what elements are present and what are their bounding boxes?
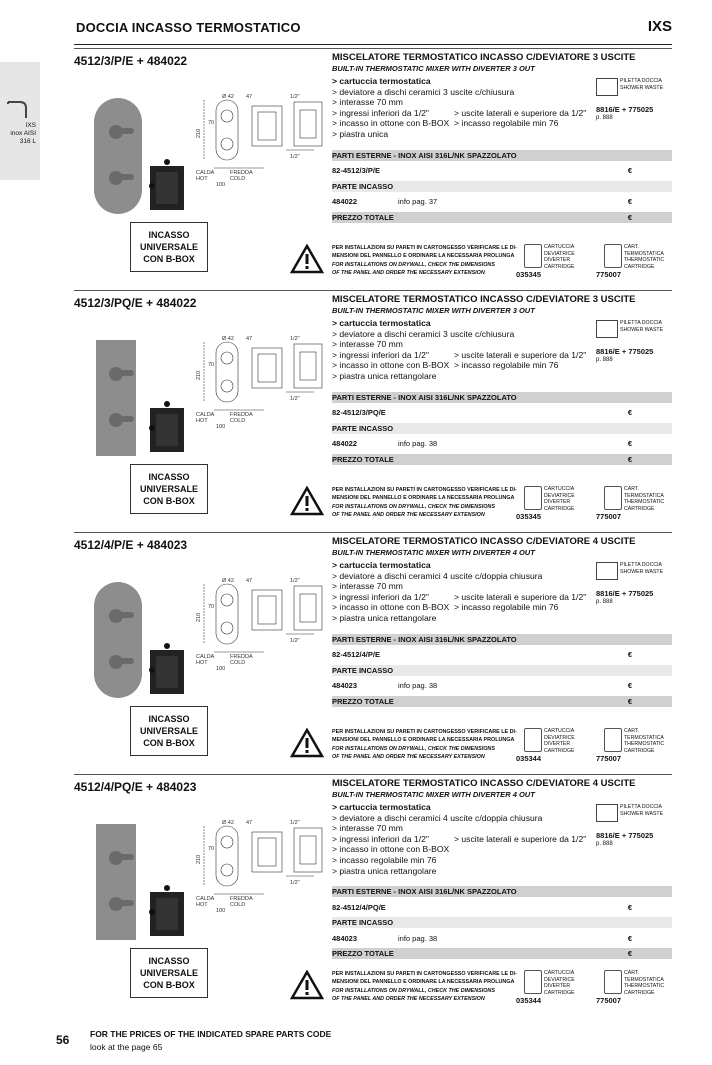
bbox-label-2: UNIVERSALE: [139, 484, 198, 494]
drywall-warning: [332, 486, 520, 519]
svg-text:FREDDA: FREDDA: [230, 654, 253, 660]
feature-text: > deviatore a dischi ceramici 3 uscite c/chiusura: [332, 86, 515, 97]
feature-item: [332, 592, 602, 603]
feature-text: > incasso in ottone con B-BOX: [332, 118, 450, 129]
incasso-code: 484023: [332, 933, 358, 943]
incasso-header: [332, 181, 672, 192]
side-tab-line3: 316 L: [19, 138, 36, 145]
warning-en-2: OF THE PANEL AND ORDER THE NECESSARY EXTENSION: [332, 269, 485, 276]
feature-text: > incasso regolabile min 76: [332, 854, 437, 865]
bbox-label: [130, 464, 208, 514]
parts-header-text: PARTI ESTERNE - INOX AISI 316L/NK SPAZZOLATO: [332, 887, 517, 897]
feature-text: > ingressi inferiori da 1/2": [332, 349, 429, 360]
parts-header-text: PARTI ESTERNE - INOX AISI 316L/NK SPAZZOLATO: [332, 634, 517, 644]
technical-diagram: [194, 576, 334, 672]
svg-text:Ø 42: Ø 42: [222, 94, 234, 100]
svg-text:CALDA: CALDA: [196, 412, 215, 418]
incasso-info: info pag. 38: [398, 681, 438, 691]
feature-item: [332, 866, 602, 877]
shower-waste-icon: [596, 78, 618, 96]
svg-text:70: 70: [208, 120, 215, 126]
total-label: PREZZO TOTALE: [332, 454, 394, 464]
svg-text:47: 47: [246, 578, 253, 584]
svg-text:100: 100: [216, 908, 226, 914]
incasso-code: 484022: [332, 197, 358, 207]
feature-text-2: > uscite laterali e superiore da 1/2": [454, 833, 587, 844]
product-code-title: 4512/3/PQ/E + 484022: [74, 296, 197, 310]
feature-text: > piastra unica rettangolare: [332, 865, 437, 876]
warning-it-1: PER INSTALLAZIONI SU PARETI IN CARTONGESSO VERIFICARE LE DI-: [332, 971, 517, 977]
incasso-info: info pag. 38: [398, 439, 438, 449]
svg-text:COLD: COLD: [230, 418, 246, 424]
price-euro: €: [627, 408, 632, 418]
feature-text: > incasso in ottone con B-BOX: [332, 360, 450, 371]
shower-waste-label: PILETTA DOCCIA SHOWER WASTE: [620, 804, 664, 817]
incasso-header-text: PARTE INCASSO: [332, 665, 394, 675]
svg-text:HOT: HOT: [196, 418, 208, 424]
svg-text:210: 210: [196, 370, 202, 380]
bbox-label-2: UNIVERSALE: [139, 968, 198, 978]
incasso-info: info pag. 37: [398, 197, 438, 207]
svg-text:1/2": 1/2": [290, 94, 300, 100]
svg-text:210: 210: [196, 854, 202, 864]
feature-item: [332, 87, 602, 98]
shower-waste-code: 8816/E + 775025: [596, 347, 654, 356]
parts-row: [332, 407, 672, 418]
feature-text: > interasse 70 mm: [332, 581, 403, 592]
price-euro: €: [627, 681, 632, 691]
feature-item: [332, 834, 602, 845]
warning-icon: [290, 728, 324, 758]
total-label: PREZZO TOTALE: [332, 949, 394, 959]
svg-text:Ø 42: Ø 42: [222, 578, 234, 584]
price-euro: €: [627, 439, 632, 449]
svg-text:70: 70: [208, 362, 215, 368]
incasso-header-text: PARTE INCASSO: [332, 423, 394, 433]
svg-text:70: 70: [208, 846, 215, 852]
svg-text:1/2": 1/2": [290, 638, 300, 644]
price-euro: €: [627, 650, 632, 660]
incasso-code: 484023: [332, 681, 358, 691]
diverter-cartridge-icon: [524, 728, 542, 752]
feature-item: [332, 613, 602, 624]
svg-text:CALDA: CALDA: [196, 170, 215, 176]
svg-text:70: 70: [208, 604, 215, 610]
diverter-cartridge-code: 035344: [516, 754, 542, 763]
svg-text:COLD: COLD: [230, 176, 246, 182]
product-title-it: MISCELATORE TERMOSTATICO INCASSO C/DEVIATORE 4 USCITE: [332, 536, 636, 547]
price-euro: €: [627, 696, 632, 706]
bbox-label-1: INCASSO: [148, 230, 190, 240]
svg-text:210: 210: [196, 128, 202, 138]
product-title-it: MISCELATORE TERMOSTATICO INCASSO C/DEVIATORE 3 USCITE: [332, 294, 636, 305]
section-divider: [74, 290, 672, 291]
price-euro: €: [627, 454, 632, 464]
incasso-header: [332, 423, 672, 434]
parts-header-text: PARTI ESTERNE - INOX AISI 316L/NK SPAZZOLATO: [332, 392, 517, 402]
feature-item: [332, 855, 602, 866]
bbox-label-1: INCASSO: [148, 714, 190, 724]
feature-text: > ingressi inferiori da 1/2": [332, 833, 429, 844]
warning-it-2: MENSIONI DEL PANNELLO E ORDINARE LA NECESSARIA PROLUNGA: [332, 979, 515, 986]
svg-text:Ø 42: Ø 42: [222, 336, 234, 342]
feature-item: [332, 129, 602, 140]
shower-waste-label: PILETTA DOCCIA SHOWER WASTE: [620, 78, 664, 91]
svg-text:100: 100: [216, 666, 226, 672]
feature-text-2: > uscite laterali e superiore da 1/2": [454, 349, 587, 360]
thermostatic-cartridge-code: 775007: [596, 754, 622, 763]
price-euro: €: [627, 949, 632, 959]
page-number: 56: [56, 1033, 70, 1047]
warning-icon: [290, 244, 324, 274]
diverter-cartridge-code: 035344: [516, 996, 542, 1005]
feature-text: > interasse 70 mm: [332, 823, 403, 834]
feature-text: > cartuccia termostatica: [332, 560, 431, 570]
shower-waste-page: p. 888: [596, 599, 613, 605]
bbox-label-2: UNIVERSALE: [139, 726, 198, 736]
parts-row: [332, 165, 672, 176]
warning-en-1: FOR INSTALLATIONS ON DRYWALL, CHECK THE DIMENSIONS: [332, 745, 495, 752]
svg-text:COLD: COLD: [230, 660, 246, 666]
product-code-title: 4512/4/P/E + 484023: [74, 538, 188, 552]
svg-text:47: 47: [246, 336, 253, 342]
parts-row: [332, 902, 672, 913]
feature-list: [332, 560, 602, 624]
side-tab-line1: IXS: [25, 122, 36, 129]
feature-text-2: > incasso regolabile min 76: [454, 118, 559, 129]
svg-text:1/2": 1/2": [290, 880, 300, 886]
feature-text: > piastra unica rettangolare: [332, 612, 437, 623]
incasso-row: [332, 438, 672, 449]
svg-text:HOT: HOT: [196, 902, 208, 908]
product-section: [74, 774, 672, 1018]
drywall-warning: [332, 244, 520, 277]
parts-code: 82-4512/4/PQ/E: [332, 902, 386, 912]
bbox-label-1: INCASSO: [148, 472, 190, 482]
feature-item: [332, 97, 602, 108]
feature-text: > piastra unica: [332, 128, 389, 139]
feature-item: [332, 571, 602, 582]
shower-waste-icon: [596, 562, 618, 580]
parts-code: 82-4512/4/P/E: [332, 650, 380, 660]
footer-link: look at the page 65: [90, 1042, 163, 1052]
parts-code: 82-4512/3/PQ/E: [332, 408, 386, 418]
svg-text:HOT: HOT: [196, 660, 208, 666]
thermostatic-cartridge-icon: [604, 486, 622, 510]
feature-text-2: > incasso regolabile min 76: [454, 360, 559, 371]
svg-text:100: 100: [216, 182, 226, 188]
technical-diagram: [194, 818, 334, 914]
price-euro: €: [627, 166, 632, 176]
total-row: [332, 454, 672, 465]
product-title-en: BUILT-IN THERMOSTATIC MIXER WITH DIVERTER 4 OUT: [332, 548, 535, 557]
feature-item: [332, 118, 602, 129]
warning-it-2: MENSIONI DEL PANNELLO E ORDINARE LA NECESSARIA PROLUNGA: [332, 737, 515, 744]
parts-header: [332, 886, 672, 897]
feature-text-2: > incasso regolabile min 76: [454, 602, 559, 613]
incasso-header: [332, 917, 672, 928]
feature-text: > deviatore a dischi ceramici 3 uscite c/chiusura: [332, 328, 515, 339]
feature-item: [332, 844, 602, 855]
feature-item: [332, 560, 602, 571]
parts-row: [332, 649, 672, 660]
total-row: [332, 696, 672, 707]
warning-it-2: MENSIONI DEL PANNELLO E ORDINARE LA NECESSARIA PROLUNGA: [332, 253, 515, 260]
svg-text:FREDDA: FREDDA: [230, 412, 253, 418]
incasso-code: 484022: [332, 439, 358, 449]
product-title-it: MISCELATORE TERMOSTATICO INCASSO C/DEVIATORE 4 USCITE: [332, 778, 636, 789]
warning-en-2: OF THE PANEL AND ORDER THE NECESSARY EXTENSION: [332, 753, 485, 760]
thermostatic-cartridge-code: 775007: [596, 270, 622, 279]
section-divider: [74, 774, 672, 775]
thermostatic-cartridge-icon: [604, 244, 622, 268]
bbox-label-3: CON B-BOX: [143, 254, 195, 264]
bbox-label-1: INCASSO: [148, 956, 190, 966]
product-image: [88, 580, 208, 700]
product-section: [74, 48, 672, 292]
thermostatic-cartridge-code: 775007: [596, 996, 622, 1005]
parts-header-text: PARTI ESTERNE - INOX AISI 316L/NK SPAZZOLATO: [332, 150, 517, 160]
side-tab-line2: inox AISI: [10, 130, 36, 137]
section-divider: [74, 48, 672, 49]
warning-en-1: FOR INSTALLATIONS ON DRYWALL, CHECK THE DIMENSIONS: [332, 261, 495, 268]
shower-waste-code: 8816/E + 775025: [596, 589, 654, 598]
brand-name: IXS: [647, 18, 672, 35]
technical-diagram: [194, 92, 334, 188]
incasso-row: [332, 196, 672, 207]
svg-text:210: 210: [196, 612, 202, 622]
feature-text-2: > uscite laterali e superiore da 1/2": [454, 591, 587, 602]
shower-waste-code: 8816/E + 775025: [596, 831, 654, 840]
shower-waste-page: p. 888: [596, 841, 613, 847]
incasso-row: [332, 680, 672, 691]
diverter-cartridge-icon: [524, 970, 542, 994]
price-euro: €: [627, 933, 632, 943]
svg-text:FREDDA: FREDDA: [230, 896, 253, 902]
drywall-warning: [332, 728, 520, 761]
feature-item: [332, 350, 602, 361]
warning-it-1: PER INSTALLAZIONI SU PARETI IN CARTONGESSO VERIFICARE LE DI-: [332, 487, 517, 493]
thermostatic-cartridge-icon: [604, 970, 622, 994]
bbox-label-2: UNIVERSALE: [139, 242, 198, 252]
total-row: [332, 212, 672, 223]
feature-text: > ingressi inferiori da 1/2": [332, 107, 429, 118]
product-code-title: 4512/4/PQ/E + 484023: [74, 780, 197, 794]
shower-waste-icon: [596, 320, 618, 338]
parts-code: 82-4512/3/P/E: [332, 166, 380, 176]
incasso-header: [332, 665, 672, 676]
feature-item: [332, 108, 602, 119]
incasso-header-text: PARTE INCASSO: [332, 181, 394, 191]
diverter-cartridge-label: CARTUCCIA DEVIATRICE DIVERTER CARTRIDGE: [544, 244, 575, 270]
svg-text:47: 47: [246, 94, 253, 100]
product-title-it: MISCELATORE TERMOSTATICO INCASSO C/DEVIATORE 3 USCITE: [332, 52, 636, 63]
product-image: [88, 338, 208, 458]
incasso-header-text: PARTE INCASSO: [332, 918, 394, 928]
warning-it-1: PER INSTALLAZIONI SU PARETI IN CARTONGESSO VERIFICARE LE DI-: [332, 245, 517, 251]
thermostatic-cartridge-label: CART. TERMOSTATICA THERMOSTATIC CARTRIDGE: [624, 970, 665, 996]
thermostatic-cartridge-label: CART. TERMOSTATICA THERMOSTATIC CARTRIDGE: [624, 486, 665, 512]
total-label: PREZZO TOTALE: [332, 212, 394, 222]
price-euro: €: [627, 212, 632, 222]
feature-item: [332, 802, 602, 813]
product-image: [88, 96, 208, 216]
feature-item: [332, 76, 602, 87]
feature-item: [332, 813, 602, 824]
price-euro: €: [627, 902, 632, 912]
feature-item: [332, 339, 602, 350]
diverter-cartridge-icon: [524, 486, 542, 510]
svg-text:100: 100: [216, 424, 226, 430]
feature-text: > incasso in ottone con B-BOX: [332, 602, 450, 613]
warning-icon: [290, 970, 324, 1000]
svg-text:HOT: HOT: [196, 176, 208, 182]
svg-text:CALDA: CALDA: [196, 654, 215, 660]
feature-text: > cartuccia termostatica: [332, 802, 431, 812]
svg-text:1/2": 1/2": [290, 578, 300, 584]
price-euro: €: [627, 197, 632, 207]
parts-header: [332, 150, 672, 161]
bbox-label-3: CON B-BOX: [143, 738, 195, 748]
faucet-icon: [6, 92, 34, 118]
footer-note: FOR THE PRICES OF THE INDICATED SPARE PARTS CODE: [90, 1029, 332, 1039]
feature-text: > ingressi inferiori da 1/2": [332, 591, 429, 602]
svg-text:Ø 42: Ø 42: [222, 820, 234, 826]
parts-header: [332, 634, 672, 645]
feature-item: [332, 360, 602, 371]
total-row: [332, 948, 672, 959]
page-title: DOCCIA INCASSO TERMOSTATICO: [76, 20, 301, 35]
thermostatic-cartridge-label: CART. TERMOSTATICA THERMOSTATIC CARTRIDGE: [624, 244, 665, 270]
feature-item: [332, 329, 602, 340]
shower-waste-label: PILETTA DOCCIA SHOWER WASTE: [620, 562, 664, 575]
thermostatic-cartridge-label: CART. TERMOSTATICA THERMOSTATIC CARTRIDGE: [624, 728, 665, 754]
shower-waste-label: PILETTA DOCCIA SHOWER WASTE: [620, 320, 664, 333]
svg-text:47: 47: [246, 820, 253, 826]
shower-waste-page: p. 888: [596, 357, 613, 363]
thermostatic-cartridge-icon: [604, 728, 622, 752]
parts-header: [332, 392, 672, 403]
svg-text:FREDDA: FREDDA: [230, 170, 253, 176]
feature-list: [332, 318, 602, 382]
technical-diagram: [194, 334, 334, 430]
feature-item: [332, 581, 602, 592]
svg-text:CALDA: CALDA: [196, 896, 215, 902]
feature-text: > deviatore a dischi ceramici 4 uscite c/doppia chiusura: [332, 570, 543, 581]
shower-waste-icon: [596, 804, 618, 822]
warning-en-1: FOR INSTALLATIONS ON DRYWALL, CHECK THE DIMENSIONS: [332, 987, 495, 994]
warning-en-1: FOR INSTALLATIONS ON DRYWALL, CHECK THE DIMENSIONS: [332, 503, 495, 510]
feature-text: > deviatore a dischi ceramici 4 uscite c/doppia chiusura: [332, 812, 543, 823]
svg-text:1/2": 1/2": [290, 154, 300, 160]
feature-item: [332, 602, 602, 613]
side-tab: [0, 62, 40, 180]
shower-waste-code: 8816/E + 775025: [596, 105, 654, 114]
diverter-cartridge-code: 035345: [516, 270, 542, 279]
thermostatic-cartridge-code: 775007: [596, 512, 622, 521]
product-title-en: BUILT-IN THERMOSTATIC MIXER WITH DIVERTER 4 OUT: [332, 790, 535, 799]
feature-text: > incasso in ottone con B-BOX: [332, 844, 450, 855]
bbox-label-3: CON B-BOX: [143, 496, 195, 506]
feature-list: [332, 802, 602, 876]
product-code-title: 4512/3/P/E + 484022: [74, 54, 188, 68]
feature-text: > piastra unica rettangolare: [332, 370, 437, 381]
feature-text-2: > uscite laterali e superiore da 1/2": [454, 107, 587, 118]
diverter-cartridge-label: CARTUCCIA DEVIATRICE DIVERTER CARTRIDGE: [544, 970, 575, 996]
svg-text:1/2": 1/2": [290, 396, 300, 402]
warning-icon: [290, 486, 324, 516]
feature-text: > cartuccia termostatica: [332, 76, 431, 86]
product-image: [88, 822, 208, 942]
warning-it-2: MENSIONI DEL PANNELLO E ORDINARE LA NECESSARIA PROLUNGA: [332, 495, 515, 502]
feature-text: > interasse 70 mm: [332, 339, 403, 350]
svg-text:1/2": 1/2": [290, 336, 300, 342]
diverter-cartridge-icon: [524, 244, 542, 268]
warning-it-1: PER INSTALLAZIONI SU PARETI IN CARTONGESSO VERIFICARE LE DI-: [332, 729, 517, 735]
bbox-label-3: CON B-BOX: [143, 980, 195, 990]
product-section: [74, 532, 672, 776]
drywall-warning: [332, 970, 520, 1003]
total-label: PREZZO TOTALE: [332, 696, 394, 706]
feature-item: [332, 371, 602, 382]
svg-text:COLD: COLD: [230, 902, 246, 908]
feature-text: > interasse 70 mm: [332, 97, 403, 108]
warning-en-2: OF THE PANEL AND ORDER THE NECESSARY EXTENSION: [332, 511, 485, 518]
feature-item: [332, 823, 602, 834]
diverter-cartridge-code: 035345: [516, 512, 542, 521]
incasso-info: info pag. 38: [398, 933, 438, 943]
svg-text:1/2": 1/2": [290, 820, 300, 826]
diverter-cartridge-label: CARTUCCIA DEVIATRICE DIVERTER CARTRIDGE: [544, 486, 575, 512]
bbox-label: [130, 706, 208, 756]
section-divider: [74, 532, 672, 533]
bbox-label: [130, 948, 208, 998]
bbox-label: [130, 222, 208, 272]
product-section: [74, 290, 672, 534]
header-divider: [74, 44, 672, 45]
warning-en-2: OF THE PANEL AND ORDER THE NECESSARY EXTENSION: [332, 995, 485, 1002]
incasso-row: [332, 933, 672, 944]
feature-item: [332, 318, 602, 329]
product-title-en: BUILT-IN THERMOSTATIC MIXER WITH DIVERTER 3 OUT: [332, 306, 535, 315]
side-tab-text: [10, 122, 36, 146]
diverter-cartridge-label: CARTUCCIA DEVIATRICE DIVERTER CARTRIDGE: [544, 728, 575, 754]
shower-waste-page: p. 888: [596, 115, 613, 121]
feature-text: > cartuccia termostatica: [332, 318, 431, 328]
product-title-en: BUILT-IN THERMOSTATIC MIXER WITH DIVERTER 3 OUT: [332, 64, 535, 73]
feature-list: [332, 76, 602, 140]
